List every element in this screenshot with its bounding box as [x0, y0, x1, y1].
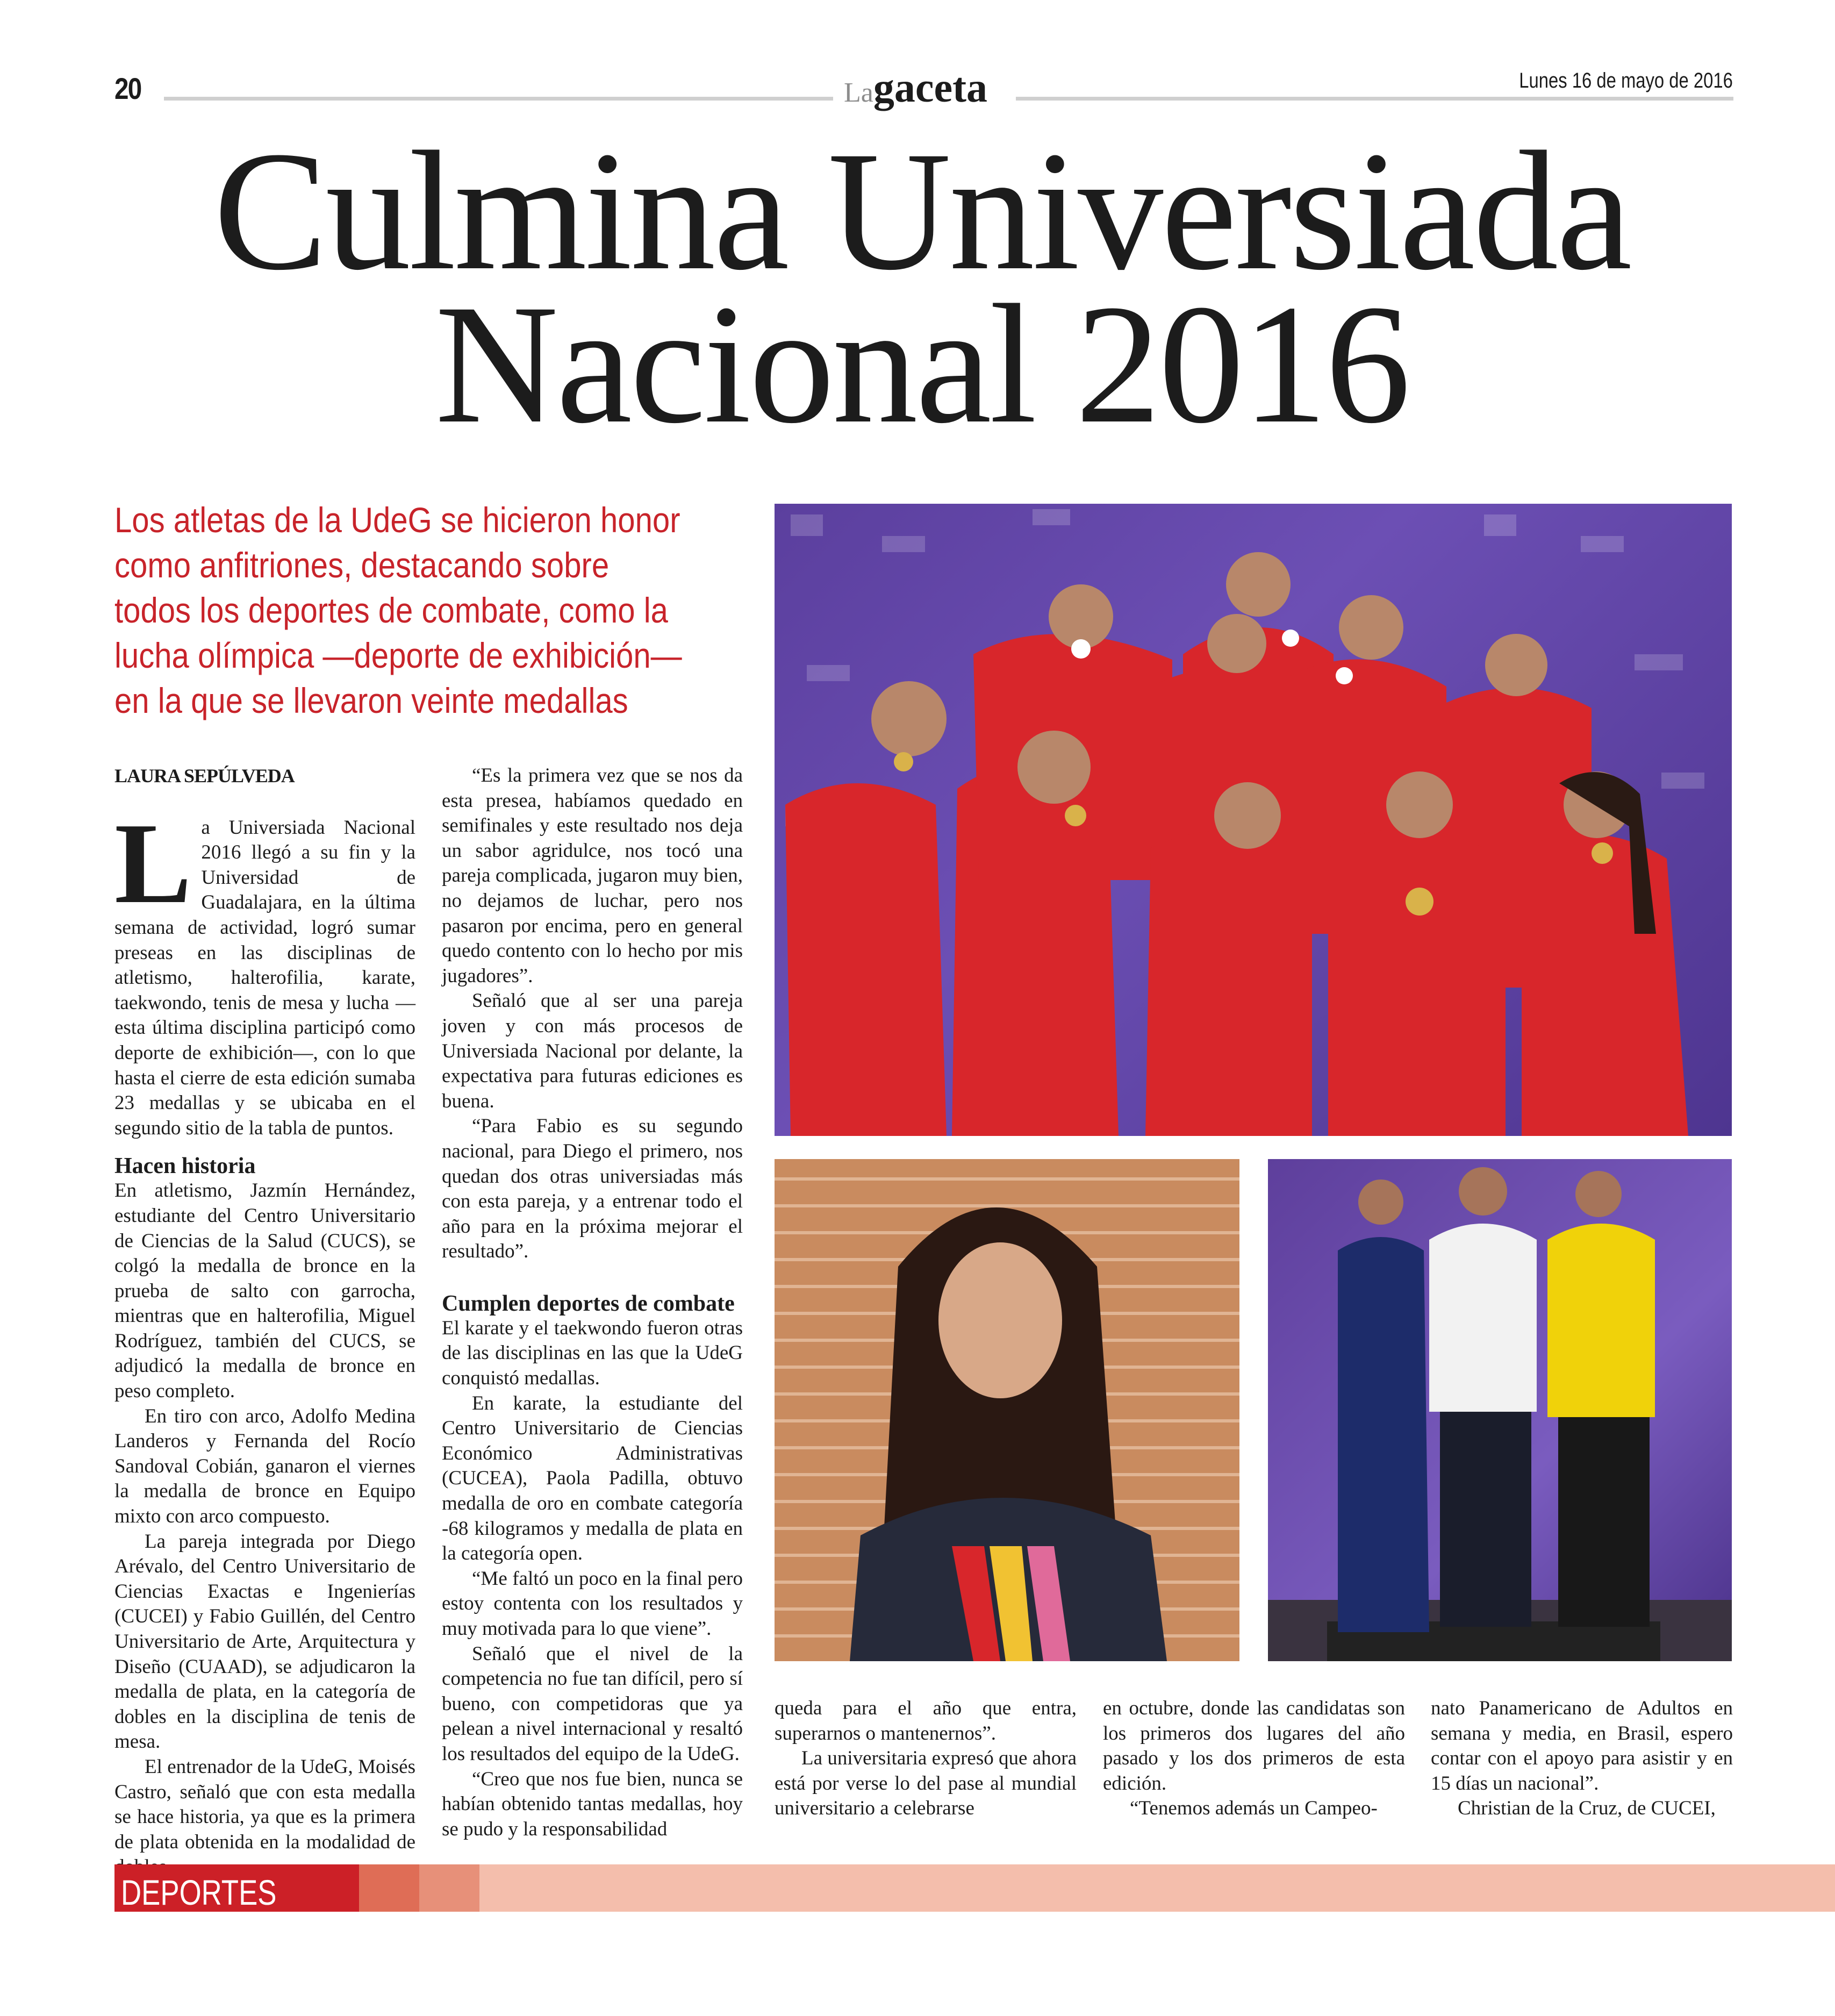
- byline: LAURA SEPÚLVEDA: [114, 765, 295, 787]
- article-column-1: [114, 763, 415, 1853]
- paragraph: “Es la primera vez que se nos da esta presea, habíamos quedado en semifinales y este resultado nos deja un sabor agridulce, nos tocó una pareja complicada, jugaron muy bien, no dejamos de luchar, pero nos pasaron por encima, pero en general quedo contento con lo hecho por mis jugadores”.: [442, 764, 743, 987]
- section-footer-bar: [114, 1864, 1835, 1912]
- team-medal-photo: [775, 504, 1732, 1136]
- paragraph: “Tenemos además un Campeo-: [1130, 1797, 1378, 1820]
- footer-accent-1: [359, 1864, 419, 1912]
- paragraph: queda para el año que entra, superarnos o mantenernos”.: [775, 1697, 1077, 1745]
- masthead-prefix: La: [844, 77, 873, 108]
- header-rule-right: [1016, 97, 1733, 101]
- header-rule-left: [164, 97, 833, 101]
- athlete-portrait-photo: [775, 1159, 1239, 1661]
- masthead-name: gaceta: [873, 64, 988, 111]
- paragraph: Señaló que al ser una pareja joven y con más procesos de Universiada Nacional por delante, la expectativa para futuras ediciones es buena.: [442, 990, 743, 1112]
- paragraph: Christian de la Cruz, de CUCEI,: [1458, 1797, 1716, 1820]
- article-column-4: [1103, 1696, 1405, 1821]
- headline: [107, 116, 1736, 459]
- paragraph: En tiro con arco, Adolfo Medina Landeros y Fernanda del Rocío Sandoval Cobián, ganaron el viernes la medalla de bronce en Equipo mixto con arco compuesto.: [114, 1405, 415, 1528]
- section-label-block: [114, 1864, 359, 1912]
- paragraph: en octubre, donde las candidatas son los primeros dos lugares del año pasado y los dos primeros de esta edición.: [1103, 1697, 1405, 1795]
- podium-illustration: [1268, 1159, 1732, 1661]
- subhead-cumplen-deportes: Cumplen deportes de combate: [442, 1291, 735, 1316]
- paragraph: “Para Fabio es su segundo nacional, para Diego el primero, nos quedan dos otras universiadas más con esta pareja, y a entrenar todo el año para en la próxima mejorar el resultado”.: [442, 1115, 743, 1263]
- paragraph: El entrenador de la UdeG, Moisés Castro, señaló que con esta medalla se hace historia, ya que es la primera de plata obtenida en la modalidad de: [114, 1755, 415, 1853]
- article-column-5: [1431, 1696, 1733, 1821]
- drop-cap: L: [114, 798, 192, 927]
- article-column-3: [775, 1696, 1077, 1821]
- podium-medal-photo: [1268, 1159, 1732, 1661]
- team-photo-illustration: [775, 504, 1732, 1136]
- masthead-logo: [844, 63, 987, 112]
- issue-date: Lunes 16 de mayo de 2016: [1519, 69, 1733, 92]
- paragraph: En karate, la estudiante del Centro Universitario de Ciencias Económico Administrativas (CUCEA), Paola Padilla, obtuvo medalla de oro en combate categoría -68 kilogramos y medalla de plata en la categoría open.: [442, 1392, 743, 1565]
- paragraph: Señaló que el nivel de la competencia no fue tan difícil, pero sí bueno, con competidoras que ya pelean a nivel internacional y resaltó los resultados del equipo de la UdeG.: [442, 1642, 743, 1765]
- headline-line-1: Culmina Universiada: [213, 116, 1630, 305]
- paragraph: La universitaria expresó que ahora está por verse lo del pase al mundial universitario a celebrarse: [775, 1747, 1077, 1820]
- paragraph: El karate y el taekwondo fueron otras de las disciplinas en las que la UdeG conquistó medallas.: [442, 1317, 743, 1390]
- section-label: DEPORTES: [121, 1872, 277, 1912]
- article-column-2: [442, 763, 743, 1840]
- footer-accent-2: [419, 1864, 479, 1912]
- lead-paragraph: [114, 798, 415, 1141]
- paragraph: “Me faltó un poco en la final pero estoy contenta con los resultados y muy motivada para lo que viene”.: [442, 1567, 743, 1640]
- paragraph: nato Panamericano de Adultos en semana y media, en Brasil, espero contar con el apoyo para asistir y en 15 días un nacional”.: [1431, 1697, 1733, 1795]
- paragraph: En atletismo, Jazmín Hernández, estudiante del Centro Universitario de Ciencias de la Salud (CUCS), se colgó la medalla de bronce en la prueba de salto con garrocha, mientras que en halterofilia, Miguel Rodríguez, también del CUCS, se adjudicó la medalla de bronce en peso completo.: [114, 1179, 415, 1403]
- paragraph: La pareja integrada por Diego Arévalo, del Centro Universitario de Ciencias Exactas e Ingenierías (CUCEI) y Fabio Guillén, del Centro Universitario de Arte, Arquitectura y Diseño (CUAAD), se adjudicaron la medalla de plata, en la categoría de dobles en la disciplina de tenis de mesa.: [114, 1530, 415, 1753]
- headline-line-2: Nacional 2016: [435, 269, 1409, 459]
- paragraph: “Creo que nos fue bien, nunca se habían obtenido tantas medallas, hoy se pudo y la responsabilidad: [442, 1768, 743, 1840]
- lead-text: a Universiada Nacional 2016 llegó a su fin y la Universidad de Guadalajara, en la última semana de actividad, logró sumar preseas en las disciplinas de atletismo, halterofilia, karate, taekwondo, tenis de mesa y lucha —esta última disciplina participó como deporte de exhibición—, con lo que hasta el cierre de esta edición sumaba 23 medallas y se ubicaba en el segundo sitio de la tabla de puntos.: [114, 816, 415, 1139]
- subhead-hacen-historia: Hacen historia: [114, 1154, 256, 1179]
- portrait-illustration: [775, 1159, 1239, 1661]
- page-number: 20: [114, 72, 141, 105]
- deck-subtitle: Los atletas de la UdeG se hicieron honor como anfitriones, destacando sobre todos los deportes de combate, como la lucha olímpica —deporte de exhibición— en la que se llevaron veinte medallas: [114, 500, 682, 720]
